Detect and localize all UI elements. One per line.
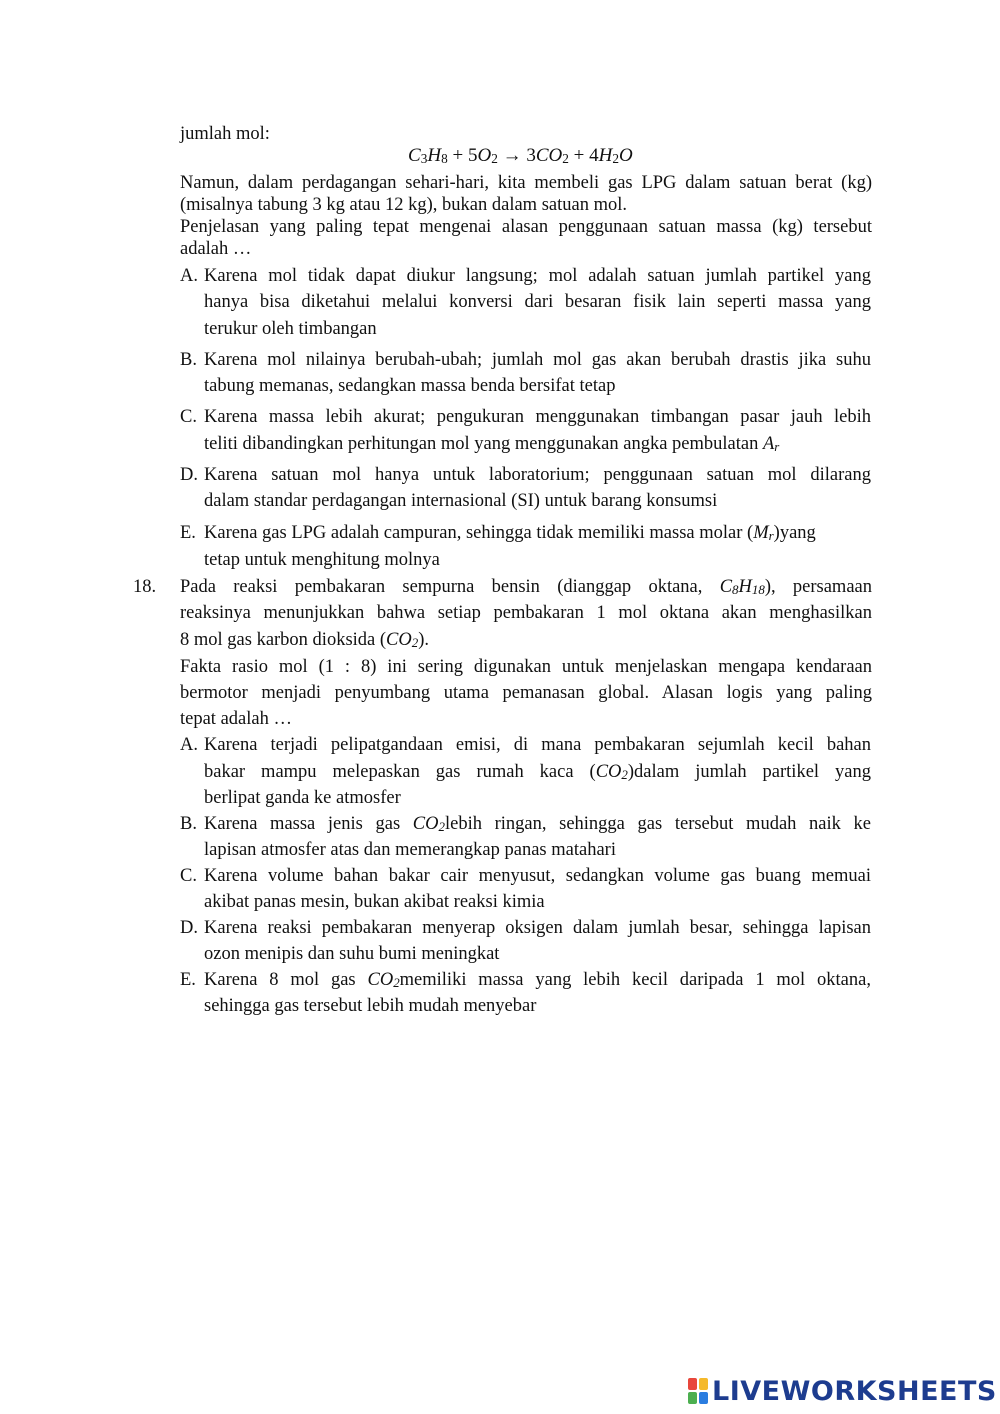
symbol-mr: $M_r$ xyxy=(753,523,774,543)
intro-paragraph-2-line-2: adalah … xyxy=(180,239,252,259)
q18-line-6: tepat adalah … xyxy=(180,709,292,729)
option-text: hanya bisa diketahui melalui konversi dari besaran fisik lain seperti massa yang xyxy=(204,292,871,312)
option-text: ozon menipis dan suhu bumi meningkat xyxy=(204,944,500,964)
option-text: Karena mol tidak dapat diukur langsung; mol adalah satuan jumlah partikel yang xyxy=(204,266,871,286)
option-label: B. xyxy=(180,350,197,370)
option-text: Karena mol nilainya berubah-ubah; jumlah mol gas akan berubah drastis jika suhu xyxy=(204,350,871,370)
option-label: E. xyxy=(180,970,196,990)
option-label: C. xyxy=(180,407,197,427)
symbol-ar: $A_r$ xyxy=(762,434,780,454)
question-number: 18. xyxy=(133,577,157,597)
option-text: tetap untuk menghitung molnya xyxy=(204,550,440,570)
option-text: Karena volume bahan bakar cair menyusut, sedangkan volume gas buang memuai xyxy=(204,866,871,886)
option-label: B. xyxy=(180,814,197,834)
option-text: Karena massa jenis gas $CO_2lebih$ ringan, sehingga gas tersebut mudah naik ke xyxy=(204,814,871,834)
logo-text: LIVEWORKSHEETS xyxy=(712,1375,997,1407)
option-text: akibat panas mesin, bukan akibat reaksi kimia xyxy=(204,892,545,912)
intro-paragraph-1-line-2: (misalnya tabung 3 kg atau 12 kg), bukan dalam satuan mol. xyxy=(180,195,627,215)
option-text: Karena reaksi pembakaran menyerap oksigen dalam jumlah besar, sehingga lapisan xyxy=(204,918,871,938)
liveworksheets-logo xyxy=(688,1376,997,1406)
option-label: C. xyxy=(180,866,197,886)
option-text: dalam standar perdagangan internasional (SI) untuk barang konsumsi xyxy=(204,491,718,511)
q18-line-1: Pada reaksi pembakaran sempurna bensin (dianggap oktana, $C_8H_{18}$), persamaan xyxy=(180,577,872,597)
option-text: bakar mampu melepaskan gas rumah kaca $(CO_2)dalam$ jumlah partikel yang xyxy=(204,762,871,782)
option-label: A. xyxy=(180,735,198,755)
intro-paragraph-1-line-1: Namun, dalam perdagangan sehari-hari, kita membeli gas LPG dalam satuan berat (kg) xyxy=(180,173,872,193)
option-label: D. xyxy=(180,465,198,485)
q18-line-2: reaksinya menunjukkan bahwa setiap pembakaran 1 mol oktana akan menghasilkan xyxy=(180,603,872,623)
q18-line-4: Fakta rasio mol (1 : 8) ini sering digunakan untuk menjelaskan mengapa kendaraan xyxy=(180,657,872,677)
option-label: A. xyxy=(180,266,198,286)
option-text: Karena terjadi pelipatgandaan emisi, di mana pembakaran sejumlah kecil bahan xyxy=(204,735,871,755)
option-text: teliti dibandingkan perhitungan mol yang menggunakan angka pembulatan $A_r$ xyxy=(204,434,780,454)
option-label: E. xyxy=(180,523,196,543)
option-text: sehingga gas tersebut lebih mudah menyebar xyxy=(204,996,537,1016)
intro-paragraph-2-line-1: Penjelasan yang paling tepat mengenai alasan penggunaan satuan massa (kg) tersebut xyxy=(180,217,872,237)
option-text: berlipat ganda ke atmosfer xyxy=(204,788,401,808)
option-text: Karena massa lebih akurat; pengukuran menggunakan timbangan pasar jauh lebih xyxy=(204,407,871,427)
q18-line-3: 8 mol gas karbon dioksida $(CO_2)$. xyxy=(180,630,430,650)
option-text: lapisan atmosfer atas dan memerangkap panas matahari xyxy=(204,840,616,860)
option-label: D. xyxy=(180,918,198,938)
q18-line-5: bermotor menjadi penyumbang utama pemanasan global. Alasan logis yang paling xyxy=(180,683,872,703)
option-text: tabung memanas, sedangkan massa benda bersifat tetap xyxy=(204,376,616,396)
option-text: terukur oleh timbangan xyxy=(204,319,377,339)
intro-label: jumlah mol: xyxy=(180,124,270,144)
option-text: Karena 8 mol gas $CO_2memiliki$ massa yang lebih kecil daripada 1 mol oktana, xyxy=(204,970,871,990)
option-text: Karena gas LPG adalah campuran, sehingga tidak memiliki massa molar $(M_r)yang$ xyxy=(204,523,816,543)
logo-mark-icon xyxy=(688,1378,708,1404)
reaction-equation: $C_3H_8 + 5O_2 \to 3CO_2 + 4H_2O$ xyxy=(408,145,633,166)
option-text: Karena satuan mol hanya untuk laboratorium; penggunaan satuan mol dilarang xyxy=(204,465,871,485)
